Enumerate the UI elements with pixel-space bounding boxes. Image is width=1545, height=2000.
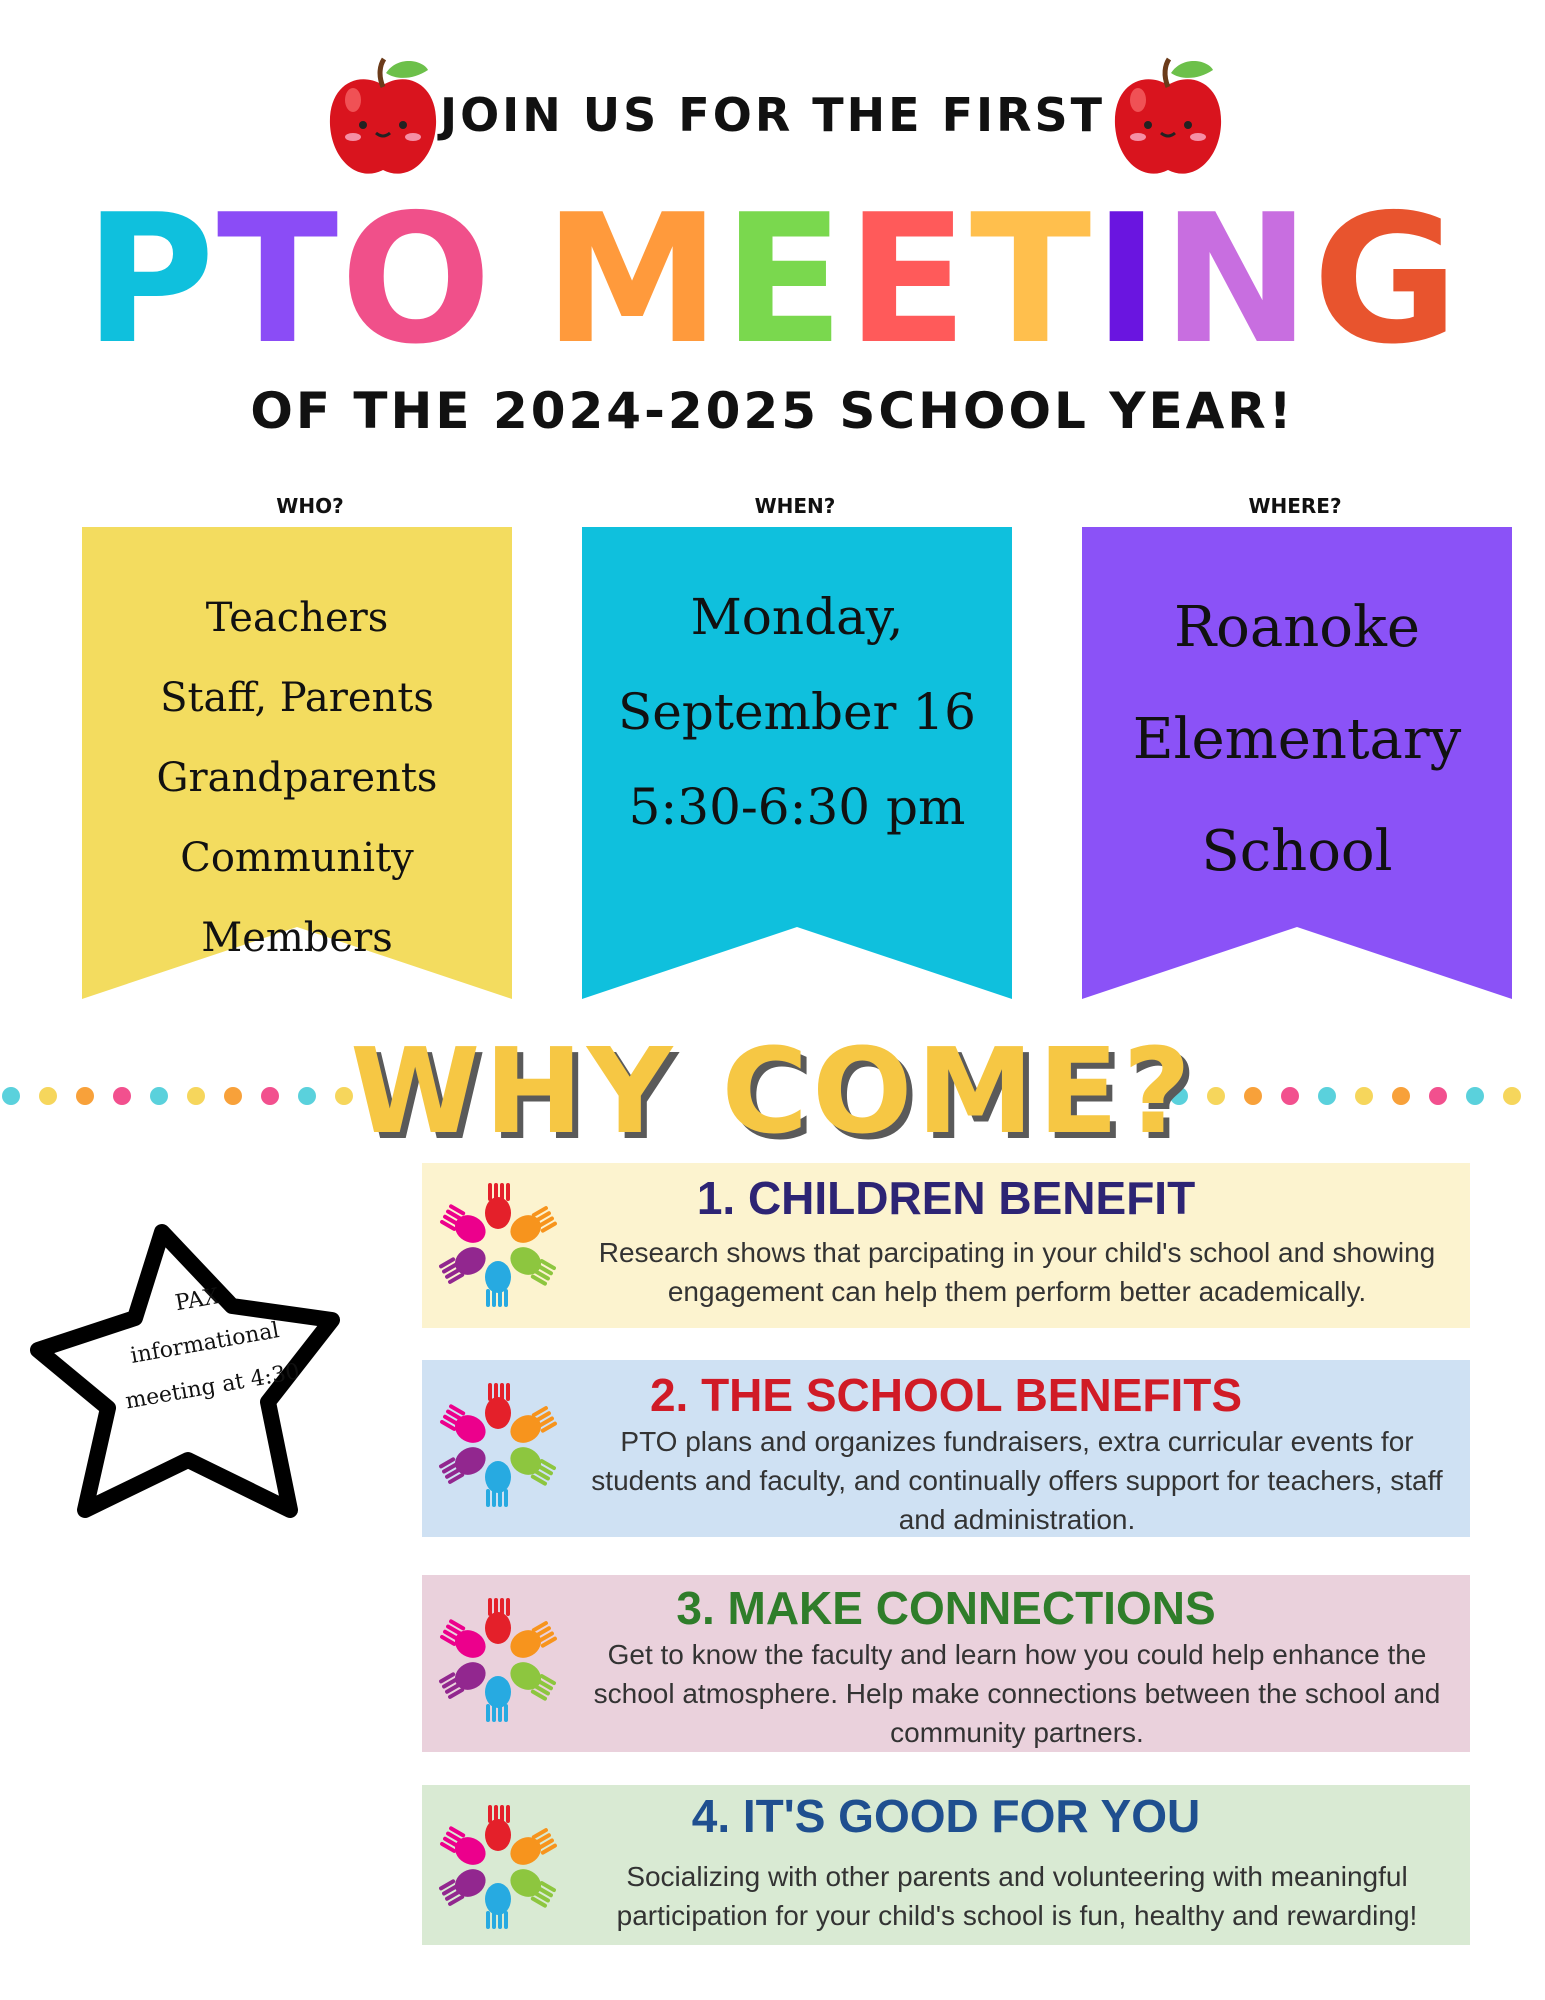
when-line: Monday,: [690, 588, 904, 646]
where-line: School: [1201, 819, 1393, 884]
title-letter: E: [722, 176, 847, 383]
school-year-line: OF THE 2024-2025 SCHOOL YEAR!: [250, 382, 1295, 440]
who-label: WHO?: [276, 494, 344, 518]
reason-body: Research shows that parcipating in your child's school and showing engagement can help them perform better academically.: [598, 1237, 1436, 1307]
reason-title: 1. CHILDREN BENEFIT: [696, 1172, 1196, 1224]
who-line: Staff, Parents: [160, 675, 434, 721]
reason-title: 4. IT'S GOOD FOR YOU: [691, 1790, 1201, 1842]
title-gap: [494, 190, 544, 370]
title-letter: G: [1312, 176, 1461, 383]
pax-note-line: meeting at 4:30: [123, 1359, 302, 1415]
when-line: September 16: [618, 683, 976, 741]
when-line: 5:30-6:30 pm: [628, 778, 966, 836]
reason-title: 3. MAKE CONNECTIONS: [676, 1582, 1216, 1634]
where-line: Elementary: [1132, 707, 1462, 772]
where-line: Roanoke: [1173, 595, 1421, 660]
title-letter: T: [216, 176, 341, 383]
who-line: Community Members: [180, 835, 414, 961]
reason-card: [422, 1360, 1470, 1537]
pax-note-line: informational: [128, 1318, 282, 1369]
pax-note-line: PAX: [173, 1284, 222, 1317]
reason-title: 2. THE SCHOOL BENEFITS: [649, 1369, 1243, 1421]
intro-line: JOIN US FOR THE FIRST: [439, 88, 1106, 142]
who-line: Grandparents: [156, 755, 438, 801]
reason-body: PTO plans and organizes fundraisers, extra curricular events for students and faculty, and continually offers support for teachers, staff and administration.: [591, 1426, 1443, 1535]
where-text: [1082, 572, 1512, 908]
reason-card: [422, 1785, 1470, 1945]
page-title: [0, 176, 1545, 383]
title-letter: T: [969, 176, 1094, 383]
title-letter: I: [1093, 176, 1162, 383]
when-text: [582, 570, 1012, 855]
title-letter: O: [340, 176, 494, 383]
reason-body: Socializing with other parents and volunteering with meaningful participation for your child's school is fun, healthy and rewarding!: [616, 1861, 1418, 1931]
reason-body: Get to know the faculty and learn how you could help enhance the school atmosphere. Help make connections between the school and community partners.: [593, 1639, 1441, 1748]
title-letter: P: [84, 176, 217, 383]
reason-card: [422, 1575, 1470, 1752]
who-text: [82, 578, 512, 978]
title-letter: M: [543, 176, 723, 383]
who-line: Teachers: [205, 595, 389, 641]
when-label: WHEN?: [754, 494, 836, 518]
where-label: WHERE?: [1248, 494, 1342, 518]
title-letter: N: [1161, 176, 1313, 383]
why-come-heading: WHY COME?: [350, 1022, 1195, 1160]
title-letter: E: [846, 176, 970, 383]
reason-card: [422, 1163, 1470, 1328]
